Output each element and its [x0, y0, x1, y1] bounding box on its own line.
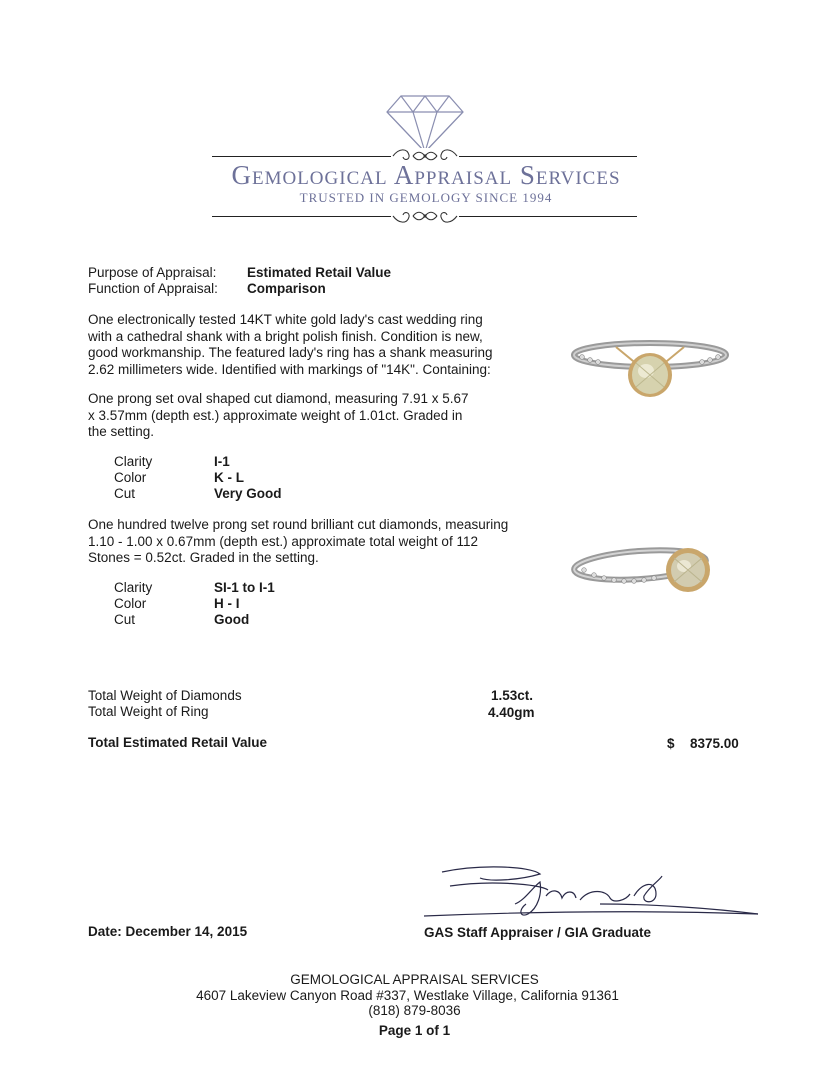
footer-address: 4607 Lakeview Canyon Road #337, Westlake Village, California 91361	[196, 988, 619, 1003]
ring-description: One electronically tested 14KT white gold lady's cast wedding ring with a cathedral shank with a bright polish finish. Condition is new, good workmanship. The featured lady's ring has a shank measuring 2.62 millimeters wide. Identified with markings of "14K". Containing:	[88, 312, 493, 377]
purpose-label: Purpose of Appraisal:	[88, 265, 217, 280]
company-name: Gemological Appraisal Services	[231, 160, 621, 190]
center-clarity-value: I-1	[214, 454, 230, 469]
side-clarity-value: SI-1 to I-1	[214, 580, 275, 595]
total-ring-value: 4.40gm	[488, 705, 535, 720]
ring-photo-side	[570, 540, 730, 605]
side-stones-description: One hundred twelve prong set round brilliant cut diamonds, measuring 1.10 - 1.00 x 0.67mm (depth est.) approximate total weight of 112 Stones = 0.52ct. Graded in the setting.	[88, 517, 509, 565]
scroll-ornament-icon	[385, 206, 465, 226]
center-cut-value: Very Good	[214, 486, 282, 501]
appraiser-title: GAS Staff Appraiser / GIA Graduate	[424, 925, 652, 940]
side-color-label: Color	[114, 596, 147, 611]
footer-company: GEMOLOGICAL APPRAISAL SERVICES	[290, 972, 539, 987]
appraisal-date: Date: December 14, 2015	[88, 924, 248, 939]
page-number: Page 1 of 1	[378, 1023, 451, 1038]
side-clarity-label: Clarity	[114, 580, 153, 595]
center-cut-label: Cut	[114, 486, 136, 501]
diamond-icon	[385, 92, 465, 154]
side-cut-label: Cut	[114, 612, 136, 627]
total-retail-label: Total Estimated Retail Value	[88, 735, 268, 750]
total-diamonds-value: 1.53ct.	[491, 688, 534, 703]
currency-symbol: $	[667, 736, 675, 751]
total-diamonds-label: Total Weight of Diamonds	[88, 688, 242, 703]
total-retail-value: 8375.00	[690, 736, 739, 751]
function-value: Comparison	[247, 281, 326, 296]
center-color-label: Color	[114, 470, 147, 485]
center-color-value: K - L	[214, 470, 244, 485]
purpose-value: Estimated Retail Value	[247, 265, 392, 280]
ring-photo-top	[570, 335, 730, 400]
footer-phone: (818) 879-8036	[368, 1003, 461, 1018]
company-tagline: TRUSTED IN GEMOLOGY SINCE 1994	[299, 190, 553, 205]
center-stone-description: One prong set oval shaped cut diamond, measuring 7.91 x 5.67 x 3.57mm (depth est.) approximate weight of 1.01ct. Graded in the setting.	[88, 391, 469, 439]
center-clarity-label: Clarity	[114, 454, 153, 469]
side-color-value: H - I	[214, 596, 240, 611]
side-cut-value: Good	[214, 612, 250, 627]
total-ring-label: Total Weight of Ring	[88, 704, 209, 719]
signature	[420, 860, 765, 922]
function-label: Function of Appraisal:	[88, 281, 218, 296]
